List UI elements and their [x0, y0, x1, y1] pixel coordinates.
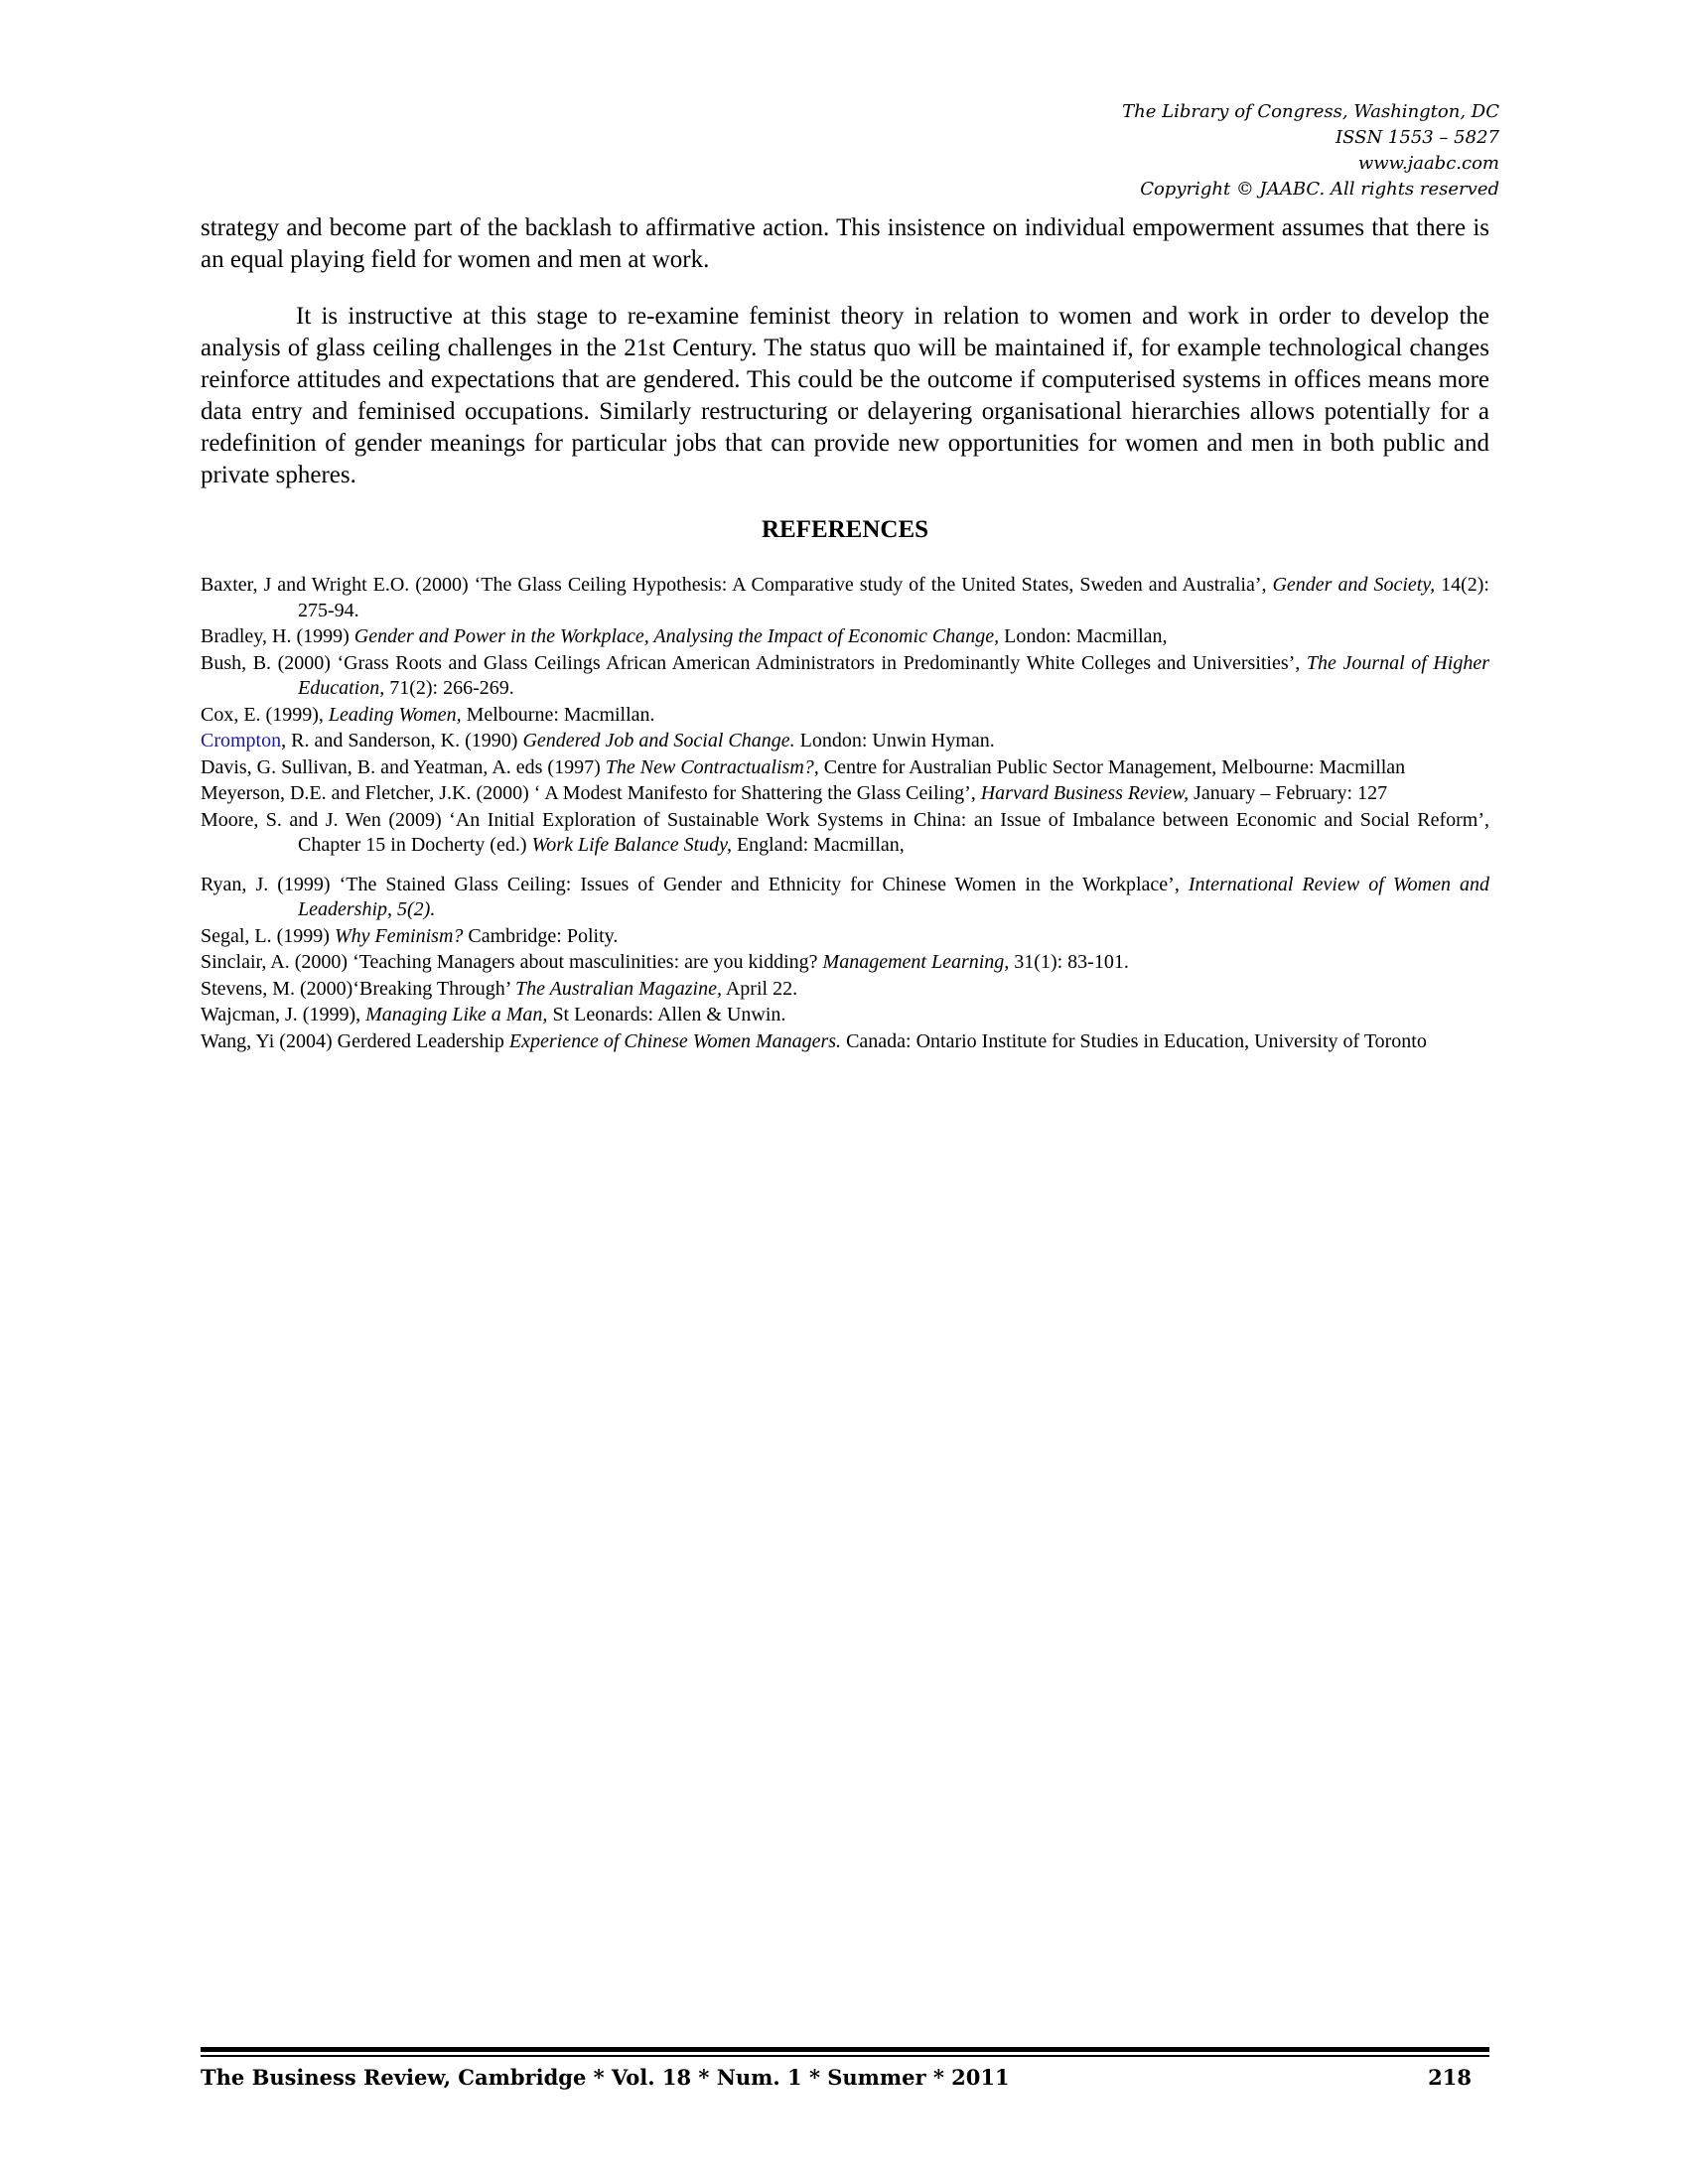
reference-text: Sinclair, A. (2000) ‘Teaching Managers about masculinities: are you kidding? — [201, 951, 823, 973]
reference-text: Bradley, H. (1999) — [201, 625, 354, 647]
references-heading: REFERENCES — [761, 516, 929, 543]
reference-source: The Journal of Higher Education, — [298, 651, 1490, 699]
reference-text: Wajcman, J. (1999), — [201, 1004, 366, 1025]
reference-item — [201, 873, 1489, 923]
reference-source: Managing Like a Man, — [365, 1004, 548, 1025]
header-library: The Library of Congress, Washington, DC — [1122, 101, 1499, 122]
body-paragraph-1: strategy and become part of the backlash to affirmative action. This insistence on individual empowerment assumes that there is an equal playing field for women and men at work. — [201, 214, 1489, 273]
reference-details: London: Macmillan, — [999, 625, 1168, 647]
reference-details: January – February: 127 — [1189, 782, 1388, 804]
reference-source: Work Life Balance Study, — [531, 834, 732, 856]
footer-journal-info: The Business Review, Cambridge * Vol. 18 * Num. 1 * Summer * 2011 — [201, 2065, 1010, 2090]
reference-text: Bush, B. (2000) ‘Grass Roots and Glass Ceilings African American Administrators in Predominantly White Colleges and Universities’, — [201, 651, 1307, 674]
reference-text: Wang, Yi (2004) Gerdered Leadership — [201, 1029, 509, 1052]
reference-source: International Review of Women and Leadership, 5(2). — [298, 873, 1490, 920]
reference-source: Gendered Job and Social Change. — [522, 730, 795, 751]
reference-source: Why Feminism? — [334, 924, 464, 947]
footer-rule-thin — [201, 2055, 1489, 2057]
reference-item — [201, 808, 1489, 859]
reference-text: Ryan, J. (1999) ‘The Stained Glass Ceiling: Issues of Gender and Ethnicity for Chinese Women in the Workplace’, — [201, 873, 1189, 895]
reference-item — [201, 950, 1489, 976]
reference-source: Harvard Business Review, — [980, 782, 1190, 804]
reference-source: Experience of Chinese Women Managers. — [508, 1029, 842, 1052]
reference-item — [201, 573, 1489, 623]
reference-item — [201, 1029, 1489, 1055]
reference-details: England: Macmillan, — [731, 834, 905, 856]
reference-text: Segal, L. (1999) — [201, 924, 335, 947]
header-copyright: Copyright © JAABC. All rights reserved — [1140, 179, 1499, 200]
reference-text: , R. and Sanderson, K. (1990) — [281, 730, 523, 751]
reference-details: Canada: Ontario Institute for Studies in Education, University of Toronto — [841, 1029, 1427, 1052]
reference-details: 31(1): 83-101. — [1009, 951, 1129, 973]
reference-item — [201, 729, 1489, 754]
reference-details: Melbourne: Macmillan. — [461, 703, 655, 726]
reference-details: London: Unwin Hyman. — [794, 730, 995, 751]
reference-source: Gender and Power in the Workplace, Analysing the Impact of Economic Change, — [353, 625, 1000, 647]
reference-source: Management Learning, — [822, 951, 1010, 973]
footer-rule-thick — [201, 2047, 1489, 2052]
page-header — [1122, 99, 1499, 203]
author-link[interactable]: Crompton — [201, 730, 282, 751]
reference-details: 14(2): 275-94. — [298, 574, 1489, 621]
reference-item — [201, 651, 1489, 702]
references-list — [201, 573, 1489, 1055]
reference-source: The New Contractualism?, — [605, 755, 819, 778]
reference-source: Gender and Society, — [1272, 574, 1436, 596]
reference-text: Stevens, M. (2000)‘Breaking Through’ — [201, 977, 515, 1000]
footer-page-number: 218 — [1428, 2065, 1472, 2090]
header-website: www.jaabc.com — [1357, 153, 1499, 174]
reference-details: Cambridge: Polity. — [463, 924, 619, 947]
body-paragraph-2: It is instructive at this stage to re-examine feminist theory in relation to women and work in order to develop the analysis of glass ceiling challenges in the 21st Century. The status quo will be maintained if, for example technological changes reinforce attitudes and expectations that are gendered. This could be the outcome if computerised systems in offices means more data entry and feminised occupations. Similarly restructuring or delayering organisational hierarchies allows potentially for a redefinition of gender meanings for particular jobs that can provide new opportunities for women and men in both public and private spheres. — [201, 303, 1489, 488]
reference-text: Baxter, J and Wright E.O. (2000) ‘The Glass Ceiling Hypothesis: A Comparative study of the United States, Sweden and Australia’, — [201, 574, 1273, 596]
reference-text: Davis, G. Sullivan, B. and Yeatman, A. eds (1997) — [201, 755, 606, 778]
reference-source: The Australian Magazine, — [514, 977, 722, 1000]
reference-details: Centre for Australian Public Sector Management, Melbourne: Macmillan — [818, 755, 1406, 778]
reference-details: 71(2): 266-269. — [384, 677, 514, 699]
reference-item — [201, 977, 1489, 1003]
reference-text: Meyerson, D.E. and Fletcher, J.K. (2000) ‘ A Modest Manifesto for Shattering the Glass Ceiling’, — [201, 782, 981, 804]
reference-item — [201, 703, 1489, 729]
reference-source: Leading Women, — [328, 703, 462, 726]
reference-details: April 22. — [721, 977, 798, 1000]
reference-details: St Leonards: Allen & Unwin. — [547, 1004, 786, 1025]
reference-item — [201, 755, 1489, 781]
header-issn: ISSN 1553 – 5827 — [1336, 127, 1499, 148]
reference-text: Cox, E. (1999), — [201, 703, 329, 726]
reference-item — [201, 1003, 1489, 1028]
reference-text: Moore, S. and J. Wen (2009) ‘An Initial Exploration of Sustainable Work Systems in China: an Issue of Imbalance between Economic and Social Reform’, Chapter 15 in Docherty (ed.) — [201, 808, 1489, 856]
reference-item — [201, 781, 1489, 807]
reference-item — [201, 624, 1489, 650]
reference-item — [201, 924, 1489, 950]
